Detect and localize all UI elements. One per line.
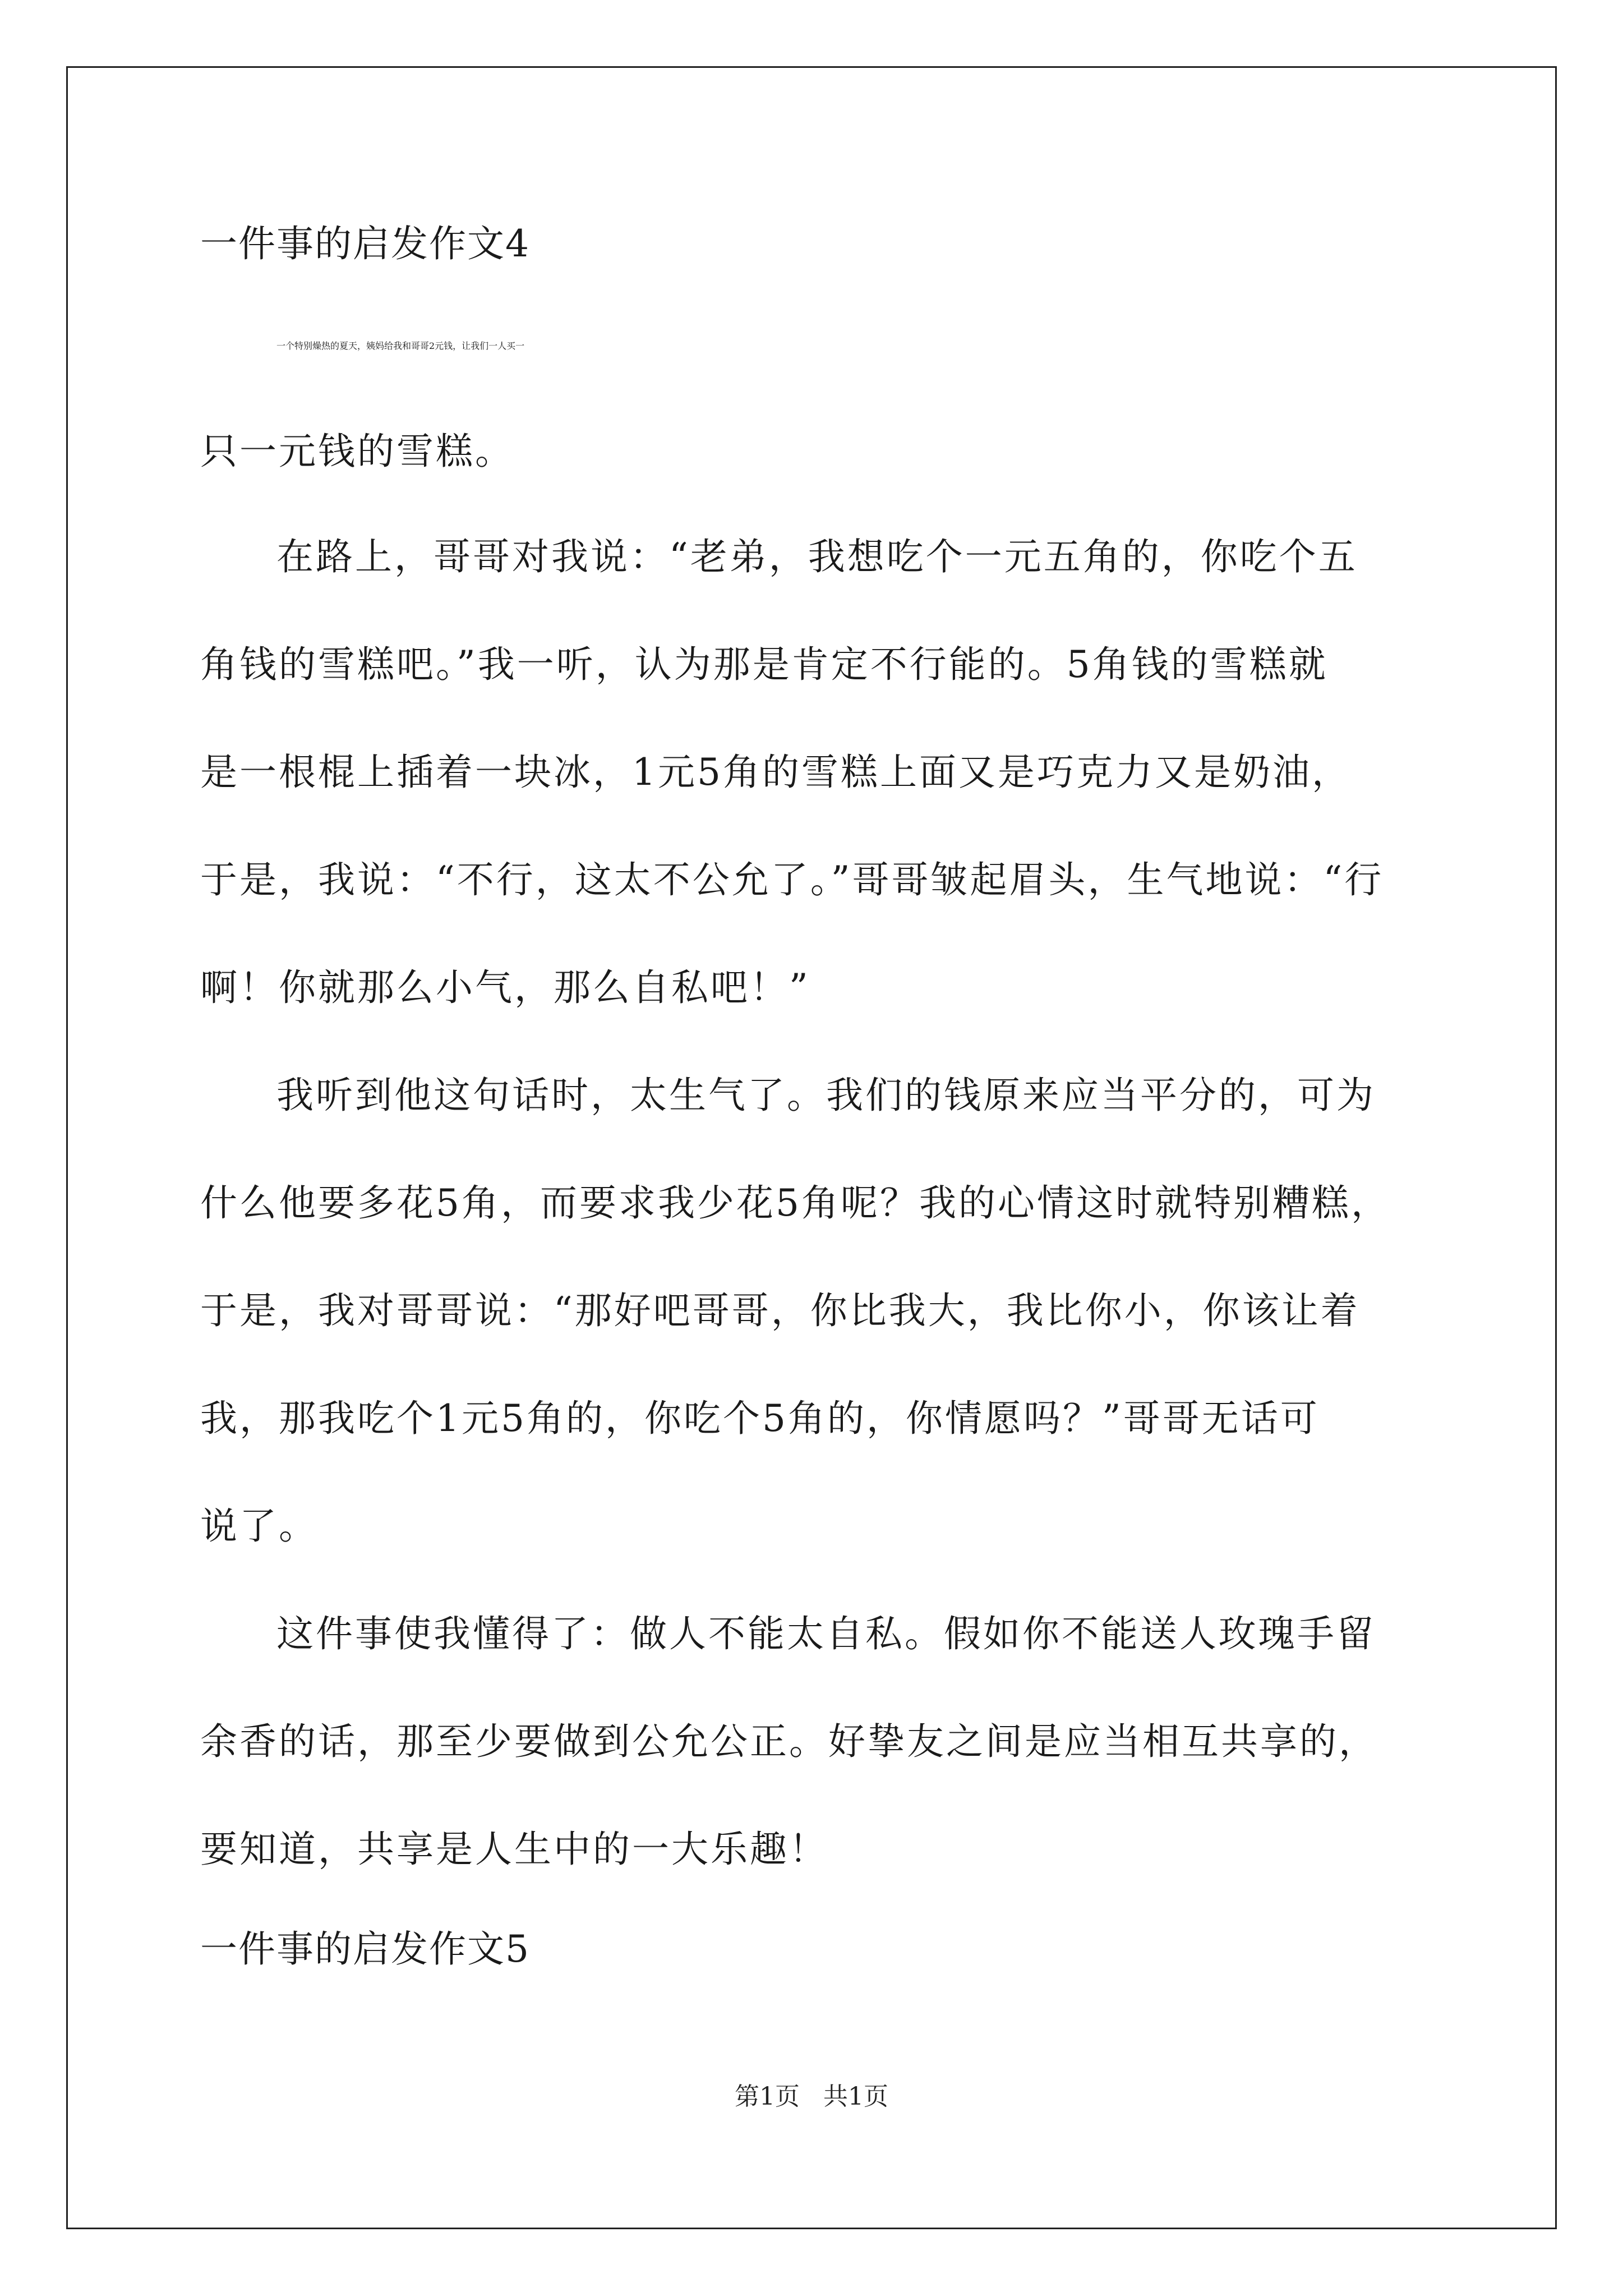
page-total: 共1页 <box>823 2082 888 2111</box>
paragraph-line: 我，那我吃个1元5角的，你吃个5角的，你情愿吗？”哥哥无话可 <box>200 1397 1320 1440</box>
document-body <box>200 216 1434 1977</box>
paragraph-line: 啊！你就那么小气，那么自私吧！” <box>200 966 810 1009</box>
section-title: 一件事的启发作文4 <box>200 222 530 265</box>
paragraph-line: 角钱的雪糕吧。”我一听，认为那是肯定不行能的。5角钱的雪糕就 <box>200 643 1328 686</box>
paragraph-line: 什么他要多花5角，而要求我少花5角呢？我的心情这时就特别糟糕， <box>200 1181 1390 1225</box>
paragraph-line: 一个特别燥热的夏天，姨妈给我和哥哥2元钱，让我们一人买一 <box>276 341 525 351</box>
paragraph-line: 是一根棍上插着一块冰，1元5角的雪糕上面又是巧克力又是奶油， <box>200 751 1351 794</box>
paragraph-line: 余香的话，那至少要做到公允公正。好挚友之间是应当相互共享的， <box>200 1720 1378 1763</box>
page-footer <box>0 2080 1623 2114</box>
paragraph-line: 于是，我对哥哥说：“那好吧哥哥，你比我大，我比你小，你该让着 <box>200 1289 1360 1332</box>
paragraph-line: 这件事使我懂得了：做人不能太自私。假如你不能送人玫瑰手留 <box>276 1612 1376 1655</box>
paragraph-line: 在路上，哥哥对我说：“老弟，我想吃个一元五角的，你吃个五 <box>276 535 1358 578</box>
paragraph-line: 要知道，共享是人生中的一大乐趣！ <box>200 1828 828 1871</box>
paragraph <box>200 1606 1434 1921</box>
paragraph <box>200 318 1434 529</box>
page-number: 第1页 <box>735 2082 800 2111</box>
section-title: 一件事的启发作文5 <box>200 1927 530 1971</box>
paragraph <box>200 1068 1434 1606</box>
paragraph-line: 只一元钱的雪糕。 <box>200 430 514 473</box>
paragraph-line: 说了。 <box>200 1504 318 1548</box>
paragraph <box>200 529 1434 1068</box>
paragraph-line: 我听到他这句话时，太生气了。我们的钱原来应当平分的，可为 <box>276 1074 1376 1117</box>
paragraph-line: 于是，我说：“不行，这太不公允了。”哥哥皱起眉头，生气地说：“行 <box>200 858 1384 901</box>
